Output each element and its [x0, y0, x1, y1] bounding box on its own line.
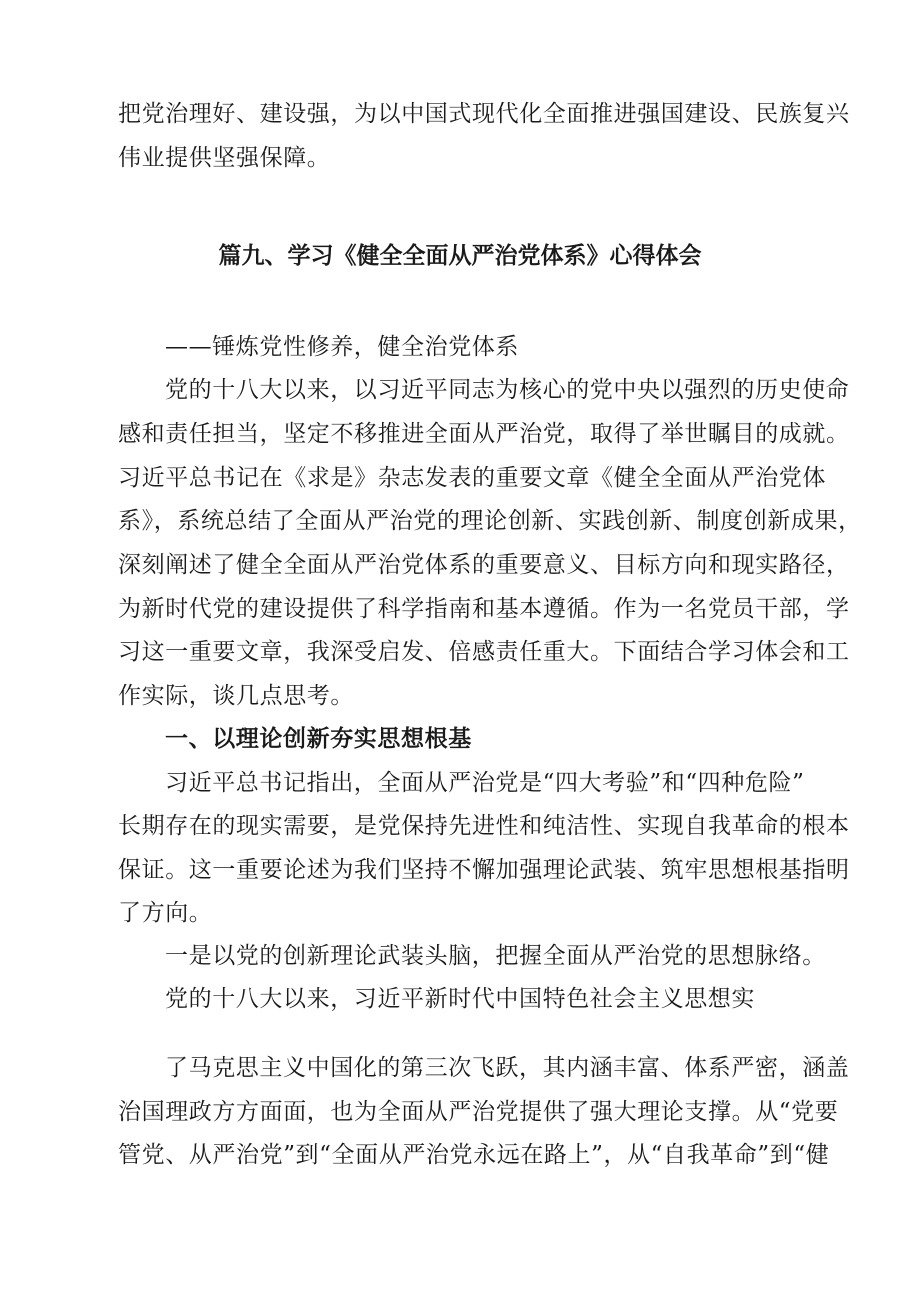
- paragraph-line: 为新时代党的建设提供了科学指南和基本遵循。作为一名党员干部，学: [118, 596, 850, 622]
- paragraph-line: 党的十八大以来，习近平新时代中国特色社会主义思想实: [165, 986, 755, 1012]
- paragraph-line: 把党治理好、建设强，为以中国式现代化全面推进强国建设、民族复兴: [118, 101, 850, 127]
- paragraph-line: 了马克思主义中国化的第三次飞跃，其内涵丰富、体系严密，涵盖: [165, 1055, 850, 1081]
- paragraph-line: 感和责任担当，坚定不移推进全面从严治党，取得了举世瞩目的成就。: [118, 421, 850, 447]
- paragraph-line: 了方向。: [118, 900, 213, 926]
- point-one: 一是以党的创新理论武装头脑，把握全面从严治党的思想脉络。: [165, 943, 826, 969]
- paragraph-line: 习近平总书记指出，全面从严治党是“四大考验”和“四种危险”: [165, 770, 805, 796]
- paragraph-line: 治国理政方方面面，也为全面从严治党提供了强大理论支撑。从“党要: [118, 1099, 839, 1125]
- article-title: 篇九、学习《健全全面从严治党体系》心得体会: [218, 243, 702, 269]
- paragraph-line: 深刻阐述了健全全面从严治党体系的重要意义、目标方向和现实路径，: [118, 552, 850, 578]
- article-subtitle: ——锤炼党性修养，健全治党体系: [165, 334, 519, 360]
- paragraph-line: 习这一重要文章，我深受启发、倍感责任重大。下面结合学习体会和工: [118, 639, 850, 665]
- paragraph-line: 保证。这一重要论述为我们坚持不懈加强理论武装、筑牢思想根基指明: [118, 857, 850, 883]
- paragraph-line: 系》，系统总结了全面从严治党的理论创新、实践创新、制度创新成果，: [118, 508, 862, 534]
- paragraph-line: 管党、从严治党”到“全面从严治党永远在路上”，从“自我革命”到“健: [118, 1142, 830, 1168]
- paragraph-line: 党的十八大以来，以习近平同志为核心的党中央以强烈的历史使命: [165, 377, 850, 403]
- paragraph-line: 作实际，谈几点思考。: [118, 683, 354, 709]
- paragraph-line: 长期存在的现实需要，是党保持先进性和纯洁性、实现自我革命的根本: [118, 813, 850, 839]
- section-heading: 一、以理论创新夯实思想根基: [165, 726, 472, 752]
- paragraph-line: 习近平总书记在《求是》杂志发表的重要文章《健全全面从严治党体: [118, 465, 826, 491]
- paragraph-line: 伟业提供坚强保障。: [118, 145, 331, 171]
